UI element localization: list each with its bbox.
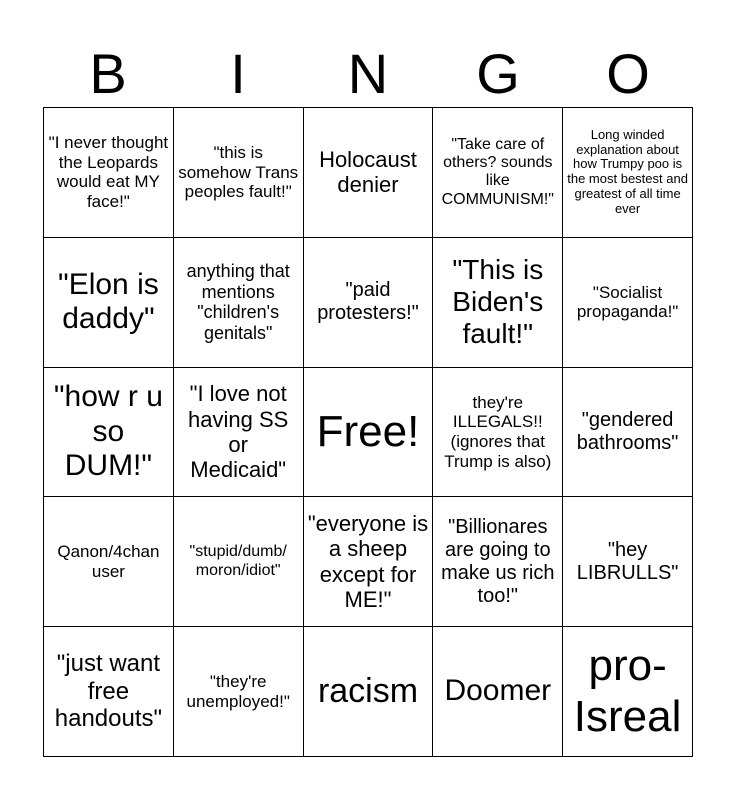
bingo-cell[interactable] — [44, 238, 174, 368]
cell-text: "Elon is daddy" — [58, 267, 159, 336]
cell-text: "Take care of others? sounds like COMMUNISM!" — [441, 135, 554, 208]
bingo-header — [43, 40, 693, 108]
bingo-cell[interactable] — [433, 238, 563, 368]
cell-text: "This is Biden's fault!" — [452, 253, 544, 350]
bingo-cell[interactable] — [433, 627, 563, 757]
cell-text: anything that mentions "children's genitals" — [186, 260, 290, 343]
cell-text: "Socialist propaganda!" — [576, 282, 679, 322]
bingo-cell[interactable] — [304, 108, 434, 238]
cell-text: "just want free handouts" — [54, 650, 163, 733]
bingo-cell[interactable] — [563, 238, 693, 368]
header-letter-b: B — [89, 42, 127, 105]
bingo-cell[interactable] — [174, 238, 304, 368]
bingo-cell[interactable] — [563, 108, 693, 238]
cell-text: "I love not having SS or Medicaid" — [188, 381, 289, 483]
cell-text: "they're unemployed!" — [186, 672, 290, 711]
cell-text: Doomer — [444, 674, 552, 708]
bingo-cell[interactable] — [433, 497, 563, 627]
cell-text: "how r u so DUM!" — [53, 380, 163, 483]
cell-text: Holocaust denier — [319, 147, 417, 198]
bingo-cell[interactable] — [174, 368, 304, 498]
bingo-cell[interactable] — [174, 497, 304, 627]
bingo-cell[interactable] — [433, 368, 563, 498]
cell-text: "this is somehow Trans peoples fault!" — [178, 143, 299, 202]
cell-text: "hey LIBRULLS" — [576, 538, 679, 584]
bingo-cell[interactable] — [174, 627, 304, 757]
header-letter-i: I — [230, 42, 246, 105]
free-space-text: Free! — [316, 406, 420, 456]
free-space-cell[interactable] — [304, 368, 434, 498]
bingo-cell[interactable] — [304, 497, 434, 627]
cell-text: "paid protesters!" — [317, 279, 419, 325]
cell-text: "Billionares are going to make us rich too!" — [441, 515, 555, 607]
cell-text: "stupid/dumb/ moron/idiot" — [189, 543, 287, 579]
cell-text: Long winded explanation about how Trumpy poo is the most bestest and greatest of all time ever — [567, 126, 688, 217]
bingo-cell[interactable] — [44, 108, 174, 238]
bingo-cell[interactable] — [44, 627, 174, 757]
bingo-cell[interactable] — [44, 497, 174, 627]
header-letter-g: G — [476, 42, 520, 105]
bingo-cell[interactable] — [433, 108, 563, 238]
cell-text: Qanon/4chan user — [57, 542, 160, 581]
header-letter-n: N — [347, 42, 389, 105]
bingo-cell[interactable] — [304, 627, 434, 757]
bingo-board — [43, 107, 693, 757]
cell-text: "gendered bathrooms" — [576, 408, 679, 454]
cell-text: they're ILLEGALS!! (ignores that Trump is also) — [444, 392, 552, 471]
header-letter-o: O — [606, 42, 650, 105]
bingo-cell[interactable] — [174, 108, 304, 238]
cell-text: pro-Isreal — [573, 641, 682, 741]
bingo-cell[interactable] — [304, 238, 434, 368]
cell-text: racism — [317, 672, 419, 711]
bingo-cell[interactable] — [563, 497, 693, 627]
bingo-cell[interactable] — [563, 368, 693, 498]
cell-text: "I never thought the Leopards would eat MY face!" — [48, 133, 169, 211]
bingo-cell[interactable] — [563, 627, 693, 757]
cell-text: "everyone is a sheep except for ME!" — [307, 511, 429, 613]
bingo-cell[interactable] — [44, 368, 174, 498]
